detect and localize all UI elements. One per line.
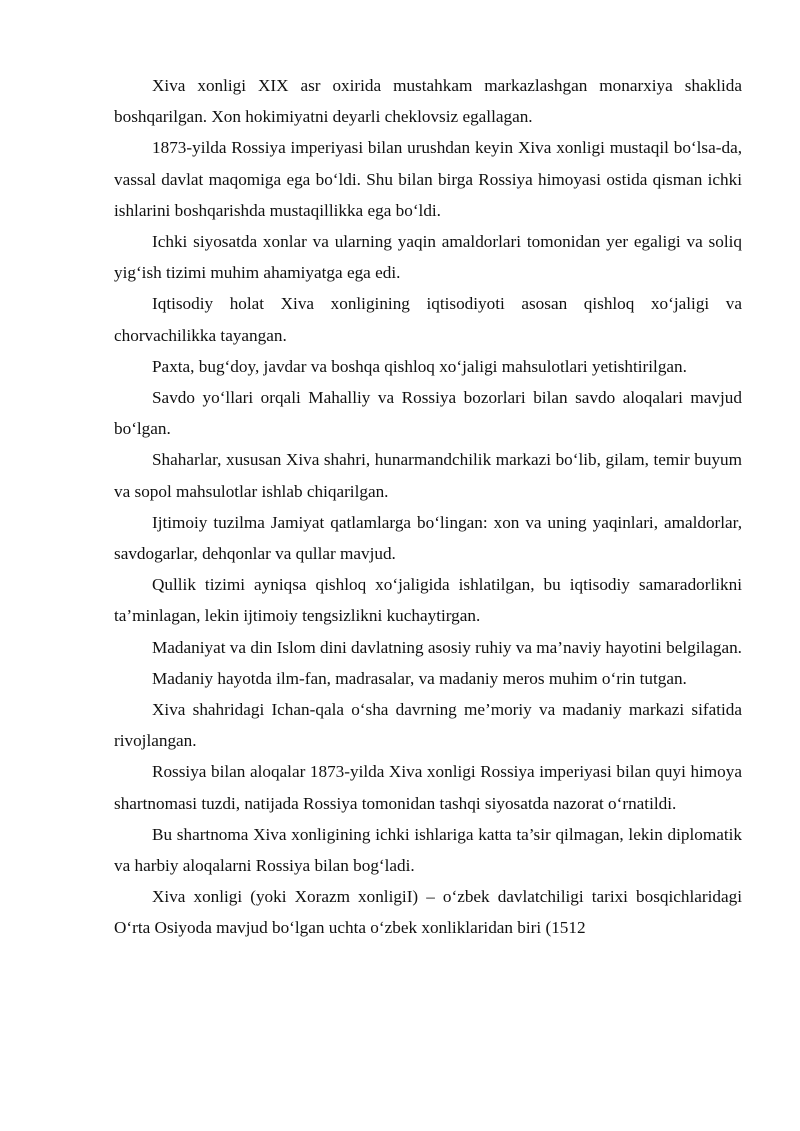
paragraph: Paxta, bug‘doy, javdar va boshqa qishloq xo‘jaligi mahsulotlari yetishtirilgan.: [152, 356, 687, 376]
paragraph: Ijtimoiy tuzilma Jamiyat qatlamlarga bo‘lingan: xon va uning yaqinlari, amaldorlar, savdogarlar, dehqonlar va qullar mavjud.: [114, 512, 742, 564]
paragraph: Iqtisodiy holat Xiva xonligining iqtisodiyoti asosan qishloq xo‘jaligi va chorvachilikka tayangan.: [114, 294, 742, 345]
paragraph: Bu shartnoma Xiva xonligining ichki ishlariga katta ta’sir qilmagan, lekin diplomatik va harbiy aloqalarni Rossiya bilan bog‘ladi.: [114, 824, 742, 876]
paragraph: Madaniyat va din Islom dini davlatning asosiy ruhiy va ma’naviy hayotini belgilagan.: [152, 637, 742, 657]
paragraph: Xiva shahridagi Ichan-qala o‘sha davrning me’moriy va madaniy markazi sifatida rivojlangan.: [114, 700, 742, 751]
paragraph: Xiva xonligi XIX asr oxirida mustahkam markazlashgan monarxiya shaklida boshqarilgan. Xon hokimiyatni deyarli cheklovsiz egallagan.: [114, 76, 742, 127]
paragraph: Shaharlar, xususan Xiva shahri, hunarmandchilik markazi bo‘lib, gilam, temir buyum va sopol mahsulotlar ishlab chiqarilgan.: [114, 450, 742, 501]
paragraph: 1873-yilda Rossiya imperiyasi bilan urushdan keyin Xiva xonligi mustaqil bo‘lsa-da, vassal davlat maqomiga ega bo‘ldi. Shu bilan birga Rossiya himoyasi ostida qisman ichki ishlarini boshqarishda mustaqillikka ega bo‘ldi.: [114, 138, 742, 220]
paragraph: Savdo yo‘llari orqali Mahalliy va Rossiya bozorlari bilan savdo aloqalari mavjud bo‘lgan.: [114, 388, 742, 439]
document-body: [114, 70, 742, 944]
paragraph: Xiva xonligi (yoki Xorazm xonligiI) – o‘zbek davlatchiligi tarixi bosqichlaridagi O‘rta Osiyoda mavjud bo‘lgan uchta o‘zbek xonliklaridan biri (1512: [114, 887, 742, 938]
paragraph: Madaniy hayotda ilm-fan, madrasalar, va madaniy meros muhim o‘rin tutgan.: [152, 668, 687, 688]
paragraph: Rossiya bilan aloqalar 1873-yilda Xiva xonligi Rossiya imperiyasi bilan quyi himoya shartnomasi tuzdi, natijada Rossiya tomonidan tashqi siyosatda nazorat o‘rnatildi.: [114, 762, 742, 813]
paragraph: Ichki siyosatda xonlar va ularning yaqin amaldorlari tomonidan yer egaligi va soliq yig‘ish tizimi muhim ahamiyatga ega edi.: [114, 232, 742, 283]
paragraph: Qullik tizimi ayniqsa qishloq xo‘jaligida ishlatilgan, bu iqtisodiy samaradorlikni ta’minlagan, lekin ijtimoiy tengsizlikni kuchaytirgan.: [114, 575, 742, 626]
